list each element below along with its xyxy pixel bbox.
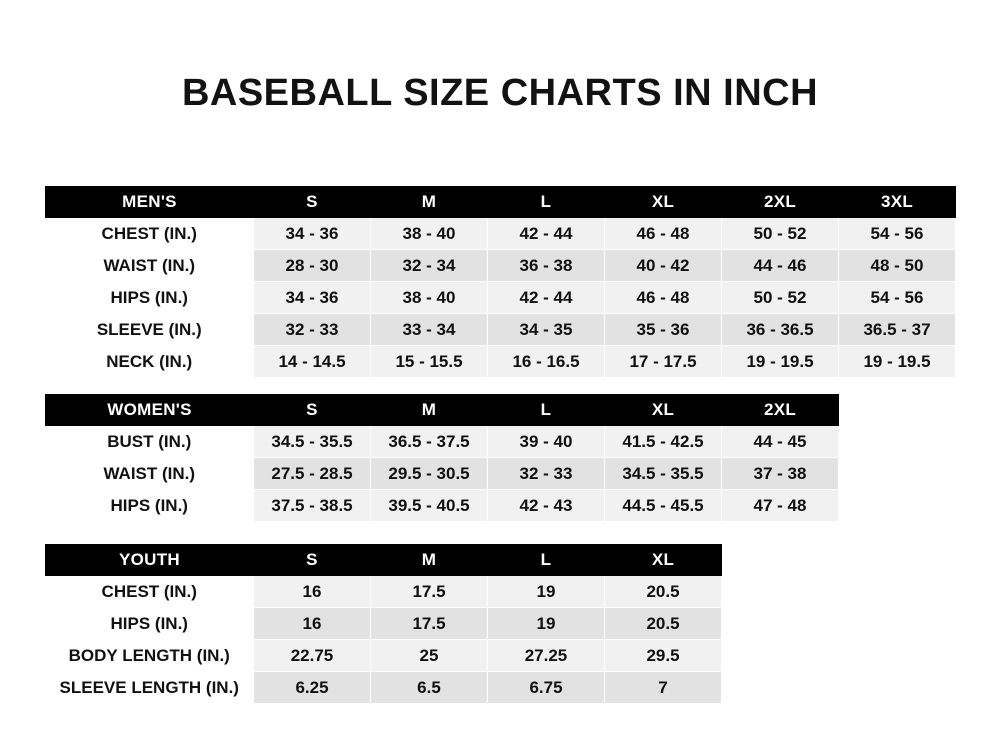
cell-value: 29.5 - 30.5 (371, 458, 488, 490)
womens-header-xl: XL (605, 395, 722, 426)
cell-value: 17 - 17.5 (605, 346, 722, 378)
cell-value: 28 - 30 (254, 250, 371, 282)
mens-header-3xl: 3XL (839, 187, 956, 218)
row-label: SLEEVE LENGTH (IN.) (46, 672, 254, 704)
cell-value: 14 - 14.5 (254, 346, 371, 378)
table-row (46, 458, 839, 490)
table-row (46, 640, 722, 672)
cell-value: 34.5 - 35.5 (254, 426, 371, 458)
row-label: HIPS (IN.) (46, 608, 254, 640)
youth-table-body (46, 576, 722, 704)
table-row (46, 426, 839, 458)
womens-header-category: WOMEN'S (46, 395, 254, 426)
cell-value: 47 - 48 (722, 490, 839, 522)
cell-value: 27.5 - 28.5 (254, 458, 371, 490)
youth-size-table (45, 544, 722, 704)
table-row (46, 314, 956, 346)
cell-value: 46 - 48 (605, 218, 722, 250)
cell-value: 32 - 34 (371, 250, 488, 282)
row-label: SLEEVE (IN.) (46, 314, 254, 346)
table-row (46, 346, 956, 378)
cell-value: 15 - 15.5 (371, 346, 488, 378)
cell-value: 16 (254, 608, 371, 640)
row-label: BODY LENGTH (IN.) (46, 640, 254, 672)
row-label: BUST (IN.) (46, 426, 254, 458)
row-label: WAIST (IN.) (46, 250, 254, 282)
youth-header-category: YOUTH (46, 545, 254, 576)
cell-value: 38 - 40 (371, 218, 488, 250)
cell-value: 19 (488, 608, 605, 640)
table-header-row (46, 395, 839, 426)
cell-value: 36.5 - 37 (839, 314, 956, 346)
cell-value: 25 (371, 640, 488, 672)
table-header-row (46, 545, 722, 576)
table-row (46, 250, 956, 282)
table-row (46, 608, 722, 640)
cell-value: 54 - 56 (839, 218, 956, 250)
mens-size-table (45, 186, 956, 378)
cell-value: 40 - 42 (605, 250, 722, 282)
youth-header-l: L (488, 545, 605, 576)
cell-value: 42 - 43 (488, 490, 605, 522)
cell-value: 39 - 40 (488, 426, 605, 458)
cell-value: 36.5 - 37.5 (371, 426, 488, 458)
page-title: BASEBALL SIZE CHARTS IN INCH (181, 72, 819, 114)
cell-value: 16 (254, 576, 371, 608)
cell-value: 20.5 (605, 576, 722, 608)
womens-header-m: M (371, 395, 488, 426)
table-row (46, 282, 956, 314)
cell-value: 36 - 36.5 (722, 314, 839, 346)
cell-value: 20.5 (605, 608, 722, 640)
cell-value: 50 - 52 (722, 282, 839, 314)
youth-header-xl: XL (605, 545, 722, 576)
cell-value: 46 - 48 (605, 282, 722, 314)
cell-value: 34 - 36 (254, 282, 371, 314)
cell-value: 16 - 16.5 (488, 346, 605, 378)
table-row (46, 490, 839, 522)
cell-value: 37 - 38 (722, 458, 839, 490)
row-label: HIPS (IN.) (46, 490, 254, 522)
cell-value: 22.75 (254, 640, 371, 672)
row-label: NECK (IN.) (46, 346, 254, 378)
cell-value: 39.5 - 40.5 (371, 490, 488, 522)
cell-value: 7 (605, 672, 722, 704)
cell-value: 17.5 (371, 576, 488, 608)
womens-table-body (46, 426, 839, 522)
cell-value: 29.5 (605, 640, 722, 672)
mens-header-xl: XL (605, 187, 722, 218)
womens-size-table (45, 394, 839, 522)
mens-header-category: MEN'S (46, 187, 254, 218)
womens-table-header (46, 395, 839, 426)
cell-value: 54 - 56 (839, 282, 956, 314)
cell-value: 17.5 (371, 608, 488, 640)
mens-header-l: L (488, 187, 605, 218)
table-row (46, 218, 956, 250)
womens-header-l: L (488, 395, 605, 426)
table-row (46, 672, 722, 704)
cell-value: 19 - 19.5 (839, 346, 956, 378)
cell-value: 33 - 34 (371, 314, 488, 346)
mens-header-m: M (371, 187, 488, 218)
cell-value: 19 (488, 576, 605, 608)
row-label: CHEST (IN.) (46, 218, 254, 250)
womens-header-s: S (254, 395, 371, 426)
table-row (46, 576, 722, 608)
cell-value: 36 - 38 (488, 250, 605, 282)
cell-value: 42 - 44 (488, 282, 605, 314)
cell-value: 44.5 - 45.5 (605, 490, 722, 522)
cell-value: 19 - 19.5 (722, 346, 839, 378)
cell-value: 44 - 46 (722, 250, 839, 282)
mens-table-header (46, 187, 956, 218)
cell-value: 27.25 (488, 640, 605, 672)
cell-value: 34 - 35 (488, 314, 605, 346)
womens-header-2xl: 2XL (722, 395, 839, 426)
cell-value: 37.5 - 38.5 (254, 490, 371, 522)
youth-header-s: S (254, 545, 371, 576)
cell-value: 35 - 36 (605, 314, 722, 346)
cell-value: 6.5 (371, 672, 488, 704)
cell-value: 32 - 33 (254, 314, 371, 346)
mens-table-body (46, 218, 956, 378)
cell-value: 44 - 45 (722, 426, 839, 458)
cell-value: 41.5 - 42.5 (605, 426, 722, 458)
cell-value: 48 - 50 (839, 250, 956, 282)
youth-header-m: M (371, 545, 488, 576)
cell-value: 6.25 (254, 672, 371, 704)
cell-value: 6.75 (488, 672, 605, 704)
cell-value: 50 - 52 (722, 218, 839, 250)
row-label: HIPS (IN.) (46, 282, 254, 314)
row-label: CHEST (IN.) (46, 576, 254, 608)
youth-table-header (46, 545, 722, 576)
cell-value: 38 - 40 (371, 282, 488, 314)
row-label: WAIST (IN.) (46, 458, 254, 490)
table-header-row (46, 187, 956, 218)
mens-header-2xl: 2XL (722, 187, 839, 218)
mens-header-s: S (254, 187, 371, 218)
cell-value: 32 - 33 (488, 458, 605, 490)
cell-value: 42 - 44 (488, 218, 605, 250)
cell-value: 34 - 36 (254, 218, 371, 250)
cell-value: 34.5 - 35.5 (605, 458, 722, 490)
